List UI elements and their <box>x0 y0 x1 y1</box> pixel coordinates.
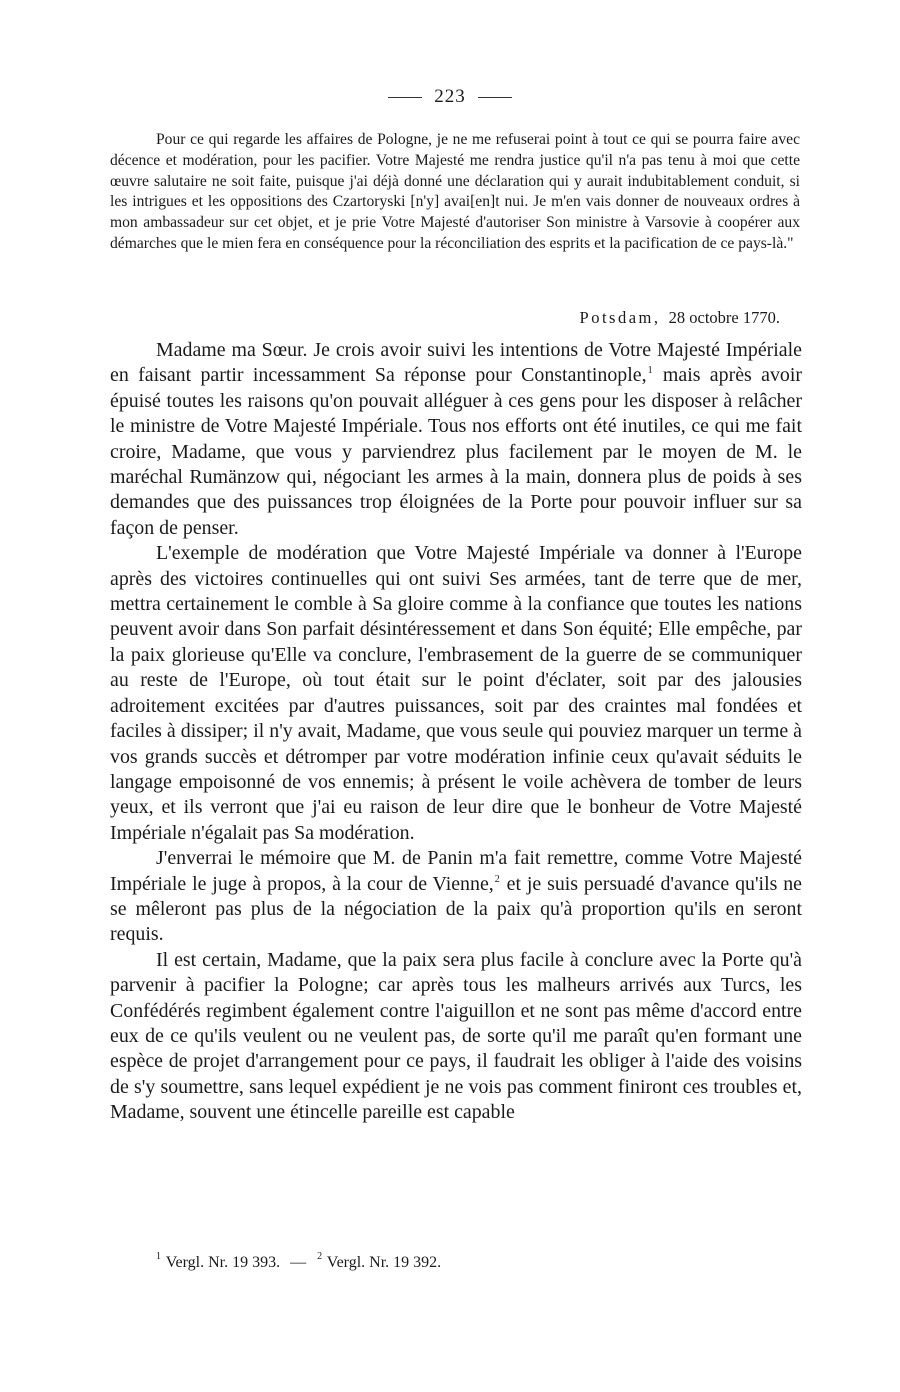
page-number-header <box>0 86 900 108</box>
letter-paragraph-1-text-b: mais après avoir épuisé toutes les raisons qu'on pouvait alléguer à ces gens pour les disposer à relâcher le ministre de Votre Majesté Impériale. Tous nos efforts ont été inutiles, ce qui me fait croire, Madame, que vous y parviendrez plus facilement par le moyen de M. le maréchal Rumänzow qui, négociant les armes à la main, donnera plus de poids à ses demandes que des puissances trop éloignées de la Porte pour pouvoir influer sur sa façon de penser. <box>110 364 802 539</box>
footnote-1-text: Vergl. Nr. 19 393. <box>162 1254 281 1271</box>
quoted-paragraph: Pour ce qui regarde les affaires de Pologne, je ne me refuserai point à tout ce qui se pourra faire avec décence et modération, pour les pacifier. Votre Majesté me rendra justice qu'il n'a pas tenu à moi que cette œuvre salutaire ne soit faite, puisque j'ai déjà donné une déclaration qui y aurait indubitablement conduit, si les intrigues et les oppositions des Czartoryski [n'y] avai[en]t nui. Je m'en vais donner de nouveaux ordres à mon ambassadeur sur cet objet, et je prie Votre Majesté d'autoriser Son ministre à Varsovie à coopérer aux démarches que le mien fera en conséquence pour la réconciliation des esprits et la pacification de ce pays-là." <box>110 131 800 252</box>
letter-paragraph-4: Il est certain, Madame, que la paix sera plus facile à conclure avec la Porte qu'à parvenir à pacifier la Pologne; car après tous les malheurs arrivés aux Turcs, les Confédérés regimbent également contre l'aiguillon et ne sont pas même d'accord entre eux de ce qu'ils veulent ou ne veulent pas, de sorte qu'il me paraît qu'en formant une espèce de projet d'arrangement pour ce pays, il faudrait les obliger à l'aide des voisins de s'y soumettre, sans lequel expédient je ne vois pas comment finiront ces troubles et, Madame, souvent une étincelle pareille est capable <box>110 948 802 1124</box>
header-left-rule <box>388 97 422 98</box>
letter-paragraph-3 <box>110 846 802 948</box>
footnote-2-mark: 2 <box>317 1251 323 1262</box>
dateline-date: 28 octobre 1770. <box>668 308 780 327</box>
page-number: 223 <box>434 86 466 107</box>
header-right-rule <box>478 97 512 98</box>
footnote-ref-1: 1 <box>647 365 653 377</box>
footnote-ref-2: 2 <box>494 873 500 885</box>
letter-paragraph-3-text-b: et je suis persuadé d'avance qu'ils ne se mêleront pas plus de la négociation de la paix qu'à proportion qu'ils en seront requis. <box>110 872 802 946</box>
dateline-place: Potsdam, <box>579 308 661 327</box>
letter-paragraph-1-text-a: Madame ma Sœur. Je crois avoir suivi les intentions de Votre Majesté Impériale en faisant partir incessamment Sa réponse pour Constantinople, <box>110 339 802 387</box>
footnotes <box>155 1251 442 1272</box>
footnote-1-mark: 1 <box>156 1251 161 1262</box>
letter-paragraph-1 <box>110 338 802 541</box>
footnote-separator: — <box>290 1254 307 1271</box>
letter-paragraph-3-text-a: J'enverrai le mémoire que M. de Panin m'a fait remettre, comme Votre Majesté Impériale le juge à propos, à la cour de Vienne, <box>110 847 802 895</box>
letter-paragraph-2: L'exemple de modération que Votre Majesté Impériale va donner à l'Europe après des victoires continuelles qui ont suivi Ses armées, tant de terre que de mer, mettra certainement le comble à Sa gloire comme à la confiance que toutes les nations peuvent avoir dans Son parfait désintéressement et dans Son équité; Elle empêche, par la paix glorieuse qu'Elle va conclure, l'embrasement de la guerre de se communiquer au reste de l'Europe, où tout était sur le point d'éclater, soit par des jalousies adroitement excitées par d'autres puissances, soit par des craintes mal fondées et faciles à dissiper; il n'y avait, Madame, que vous seule qui pouviez marquer un terme à vos grands succès et détromper par votre modération infinie ceux qu'avait séduits le langage empoisonné de vos ennemis; à présent le voile achèvera de tomber de leurs yeux, et ils verront que j'ai eu raison de leur dire que le bonheur de Votre Majesté Impériale n'égalait pas Sa modération. <box>110 542 802 844</box>
footnote-2-text: Vergl. Nr. 19 392. <box>323 1254 442 1271</box>
letter-body <box>110 338 802 1126</box>
dateline <box>580 308 780 328</box>
